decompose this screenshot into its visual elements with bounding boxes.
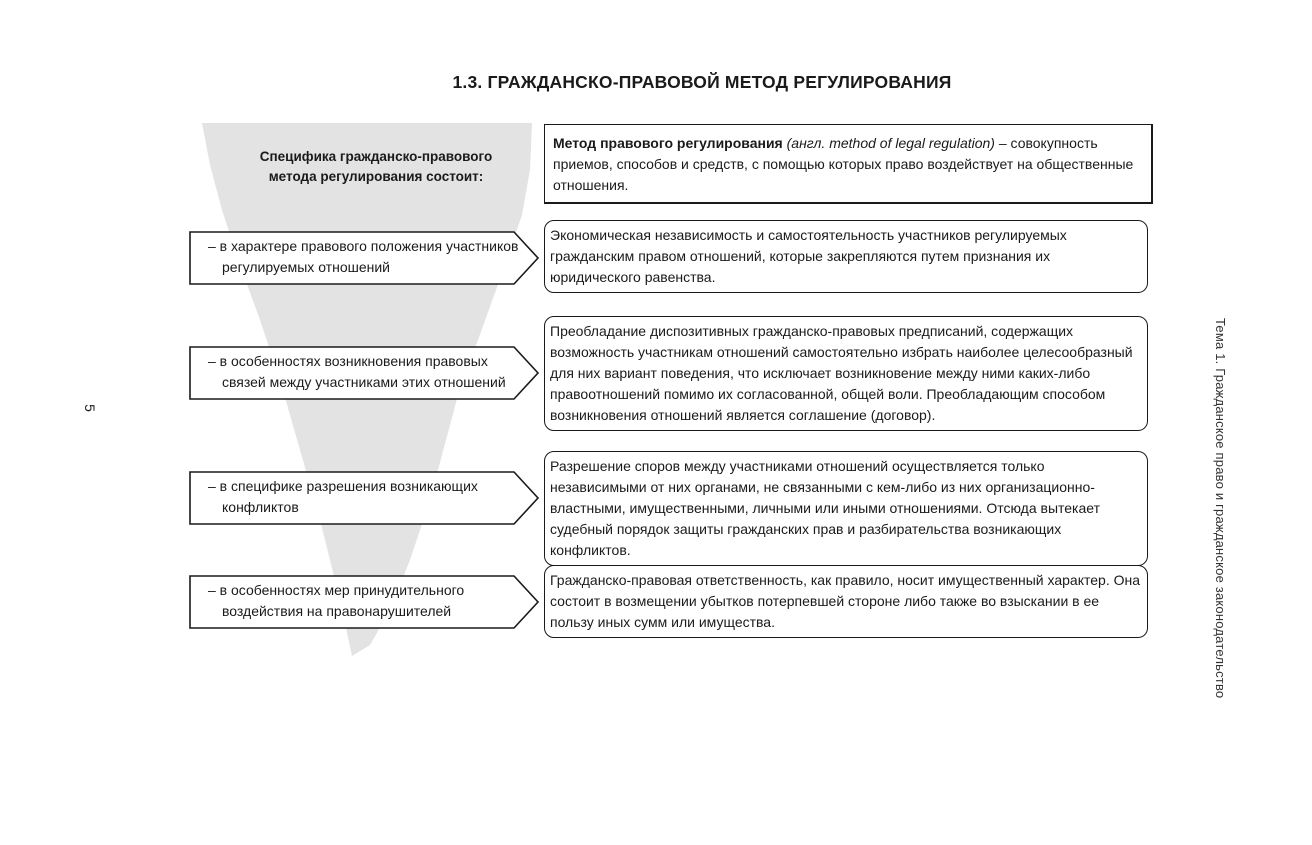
- page-number: 5: [81, 404, 98, 412]
- description-box-1: [544, 220, 1148, 293]
- description-box-2: [544, 316, 1148, 431]
- description-box-4: [544, 565, 1148, 638]
- criterion-text: – в особенностях возникновения правовых связей между участниками этих отношений: [208, 353, 506, 390]
- description-text: Преобладание диспозитивных гражданско-правовых предписаний, содержащих возможность участникам отношений самостоятельно избрать наиболее целесообразный для них вариант поведения, что исключает возникновение между ними каких-либо правоотношений помимо их согласованной, общей воли. Преобладающим способом возникновения отношений является соглашение (договор).: [550, 323, 1133, 423]
- definition-translation: (англ. method of legal regulation): [786, 135, 995, 151]
- criterion-text: – в специфике разрешения возникающих конфликтов: [208, 478, 478, 515]
- criterion-arrow-4: [188, 574, 540, 630]
- description-text: Гражданско-правовая ответственность, как правило, носит имущественный характер. Она состоит в возмещении убытков потерпевшей стороне либо также во взыскании в ее пользу иных сумм или имущества.: [550, 572, 1141, 630]
- criterion-arrow-3: [188, 470, 540, 526]
- criterion-arrow-2: [188, 345, 540, 401]
- running-head: Тема 1. Гражданское право и гражданское законодательство: [1213, 318, 1228, 699]
- description-box-3: [544, 451, 1148, 566]
- definition-text: – совокупность приемов, способов и средств, с помощью которых право воздействует на общественные отношения.: [553, 135, 1134, 193]
- definition-box: [544, 124, 1153, 204]
- page-title: 1.3. ГРАЖДАНСКО-ПРАВОВОЙ МЕТОД РЕГУЛИРОВАНИЯ: [452, 72, 952, 92]
- criterion-text: – в характере правового положения участников регулируемых отношений: [208, 238, 519, 275]
- description-text: Разрешение споров между участниками отношений осуществляется только независимыми от них органами, не связанными с кем-либо из них организационно-властными, имущественными, личными или иными отношениями. Отсюда вытекает судебный порядок защиты гражданских прав и разбирательства возникающих конфликтов.: [550, 458, 1100, 558]
- criterion-arrow-1: [188, 230, 540, 286]
- criterion-text: – в особенностях мер принудительного воздействия на правонарушителей: [208, 582, 465, 619]
- definition-term: Метод правового регулирования: [553, 135, 783, 151]
- description-text: Экономическая независимость и самостоятельность участников регулируемых гражданским правом отношений, которые закрепляются путем признания их юридического равенства.: [550, 227, 1067, 285]
- left-heading: Специфика гражданско-правового метода регулирования состоит:: [259, 149, 493, 184]
